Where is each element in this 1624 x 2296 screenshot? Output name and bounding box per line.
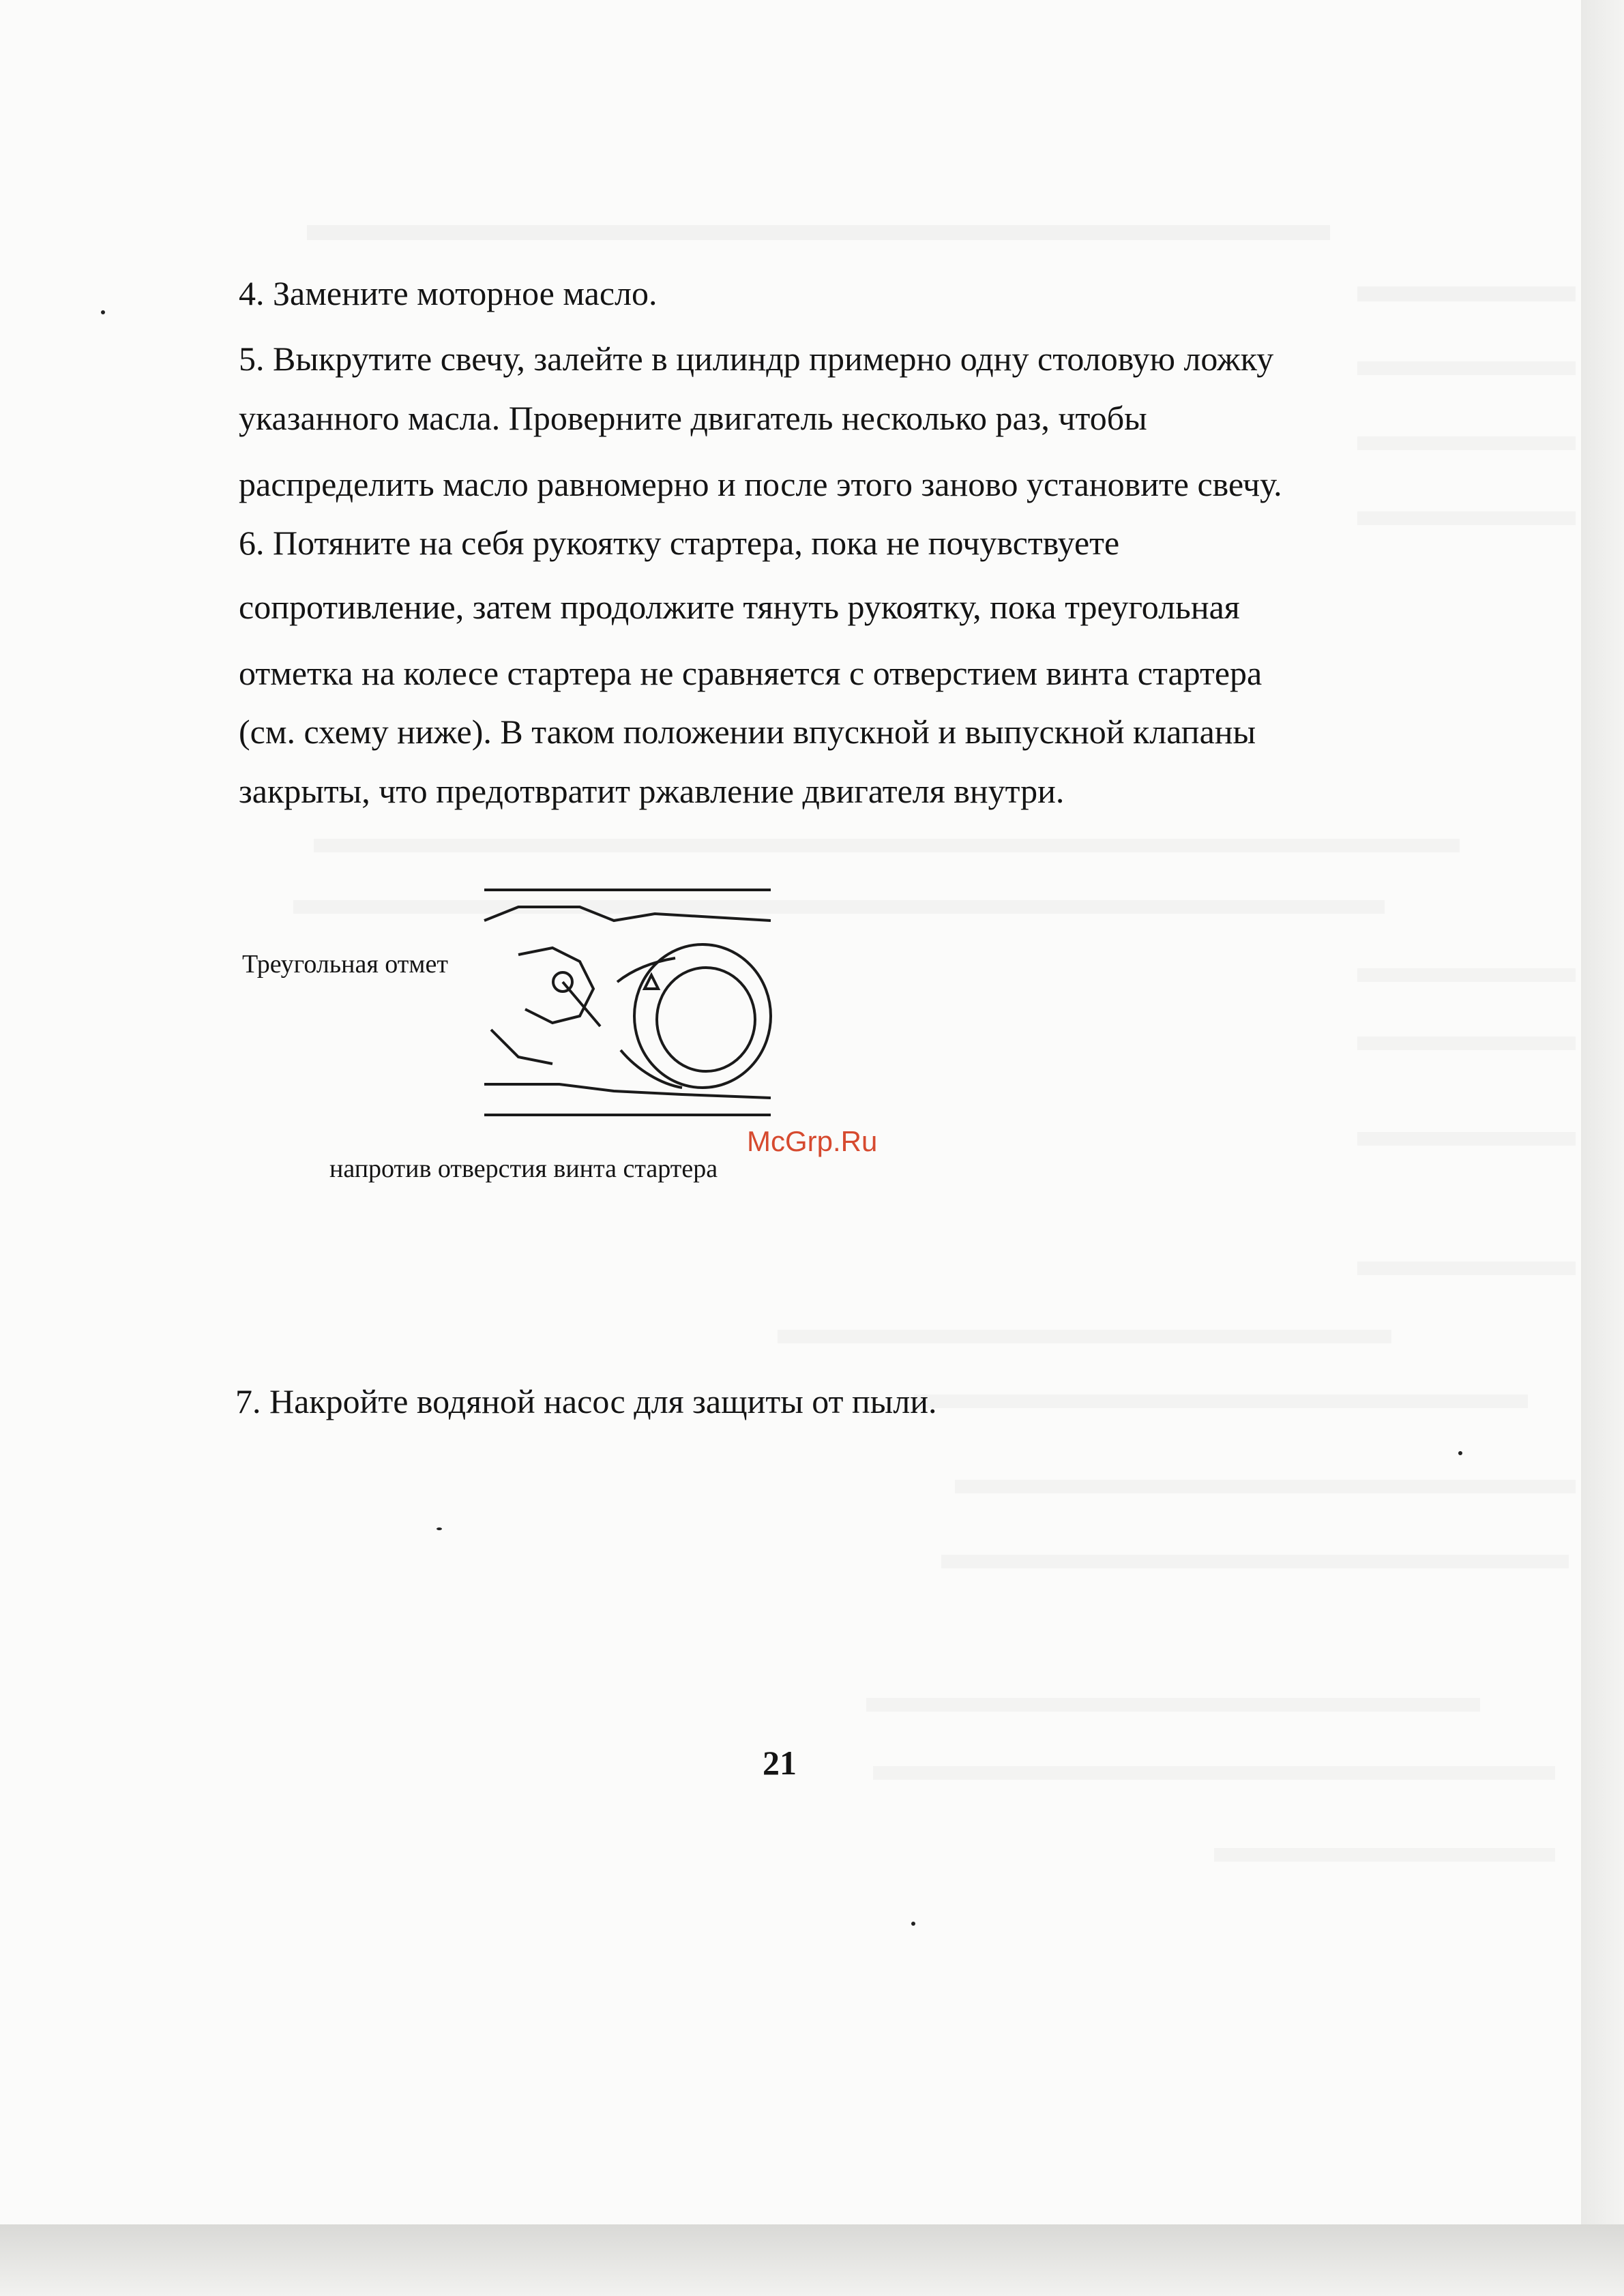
page-edge-shadow xyxy=(1581,0,1624,2296)
watermark: McGrp.Ru xyxy=(747,1125,878,1157)
figure-caption-bottom: напротив отверстия винта стартера xyxy=(329,1154,718,1183)
scan-speck xyxy=(101,310,105,314)
paragraph-line: 4. Замените моторное масло. xyxy=(239,274,658,312)
figure-caption-left: Треугольная отмет xyxy=(242,950,448,979)
scan-speck xyxy=(1458,1451,1462,1455)
paragraph-line: 5. Выкрутите свечу, залейте в цилиндр примерно одну столовую ложку xyxy=(239,340,1274,378)
paragraph-line: сопротивление, затем продолжите тянуть рукоятку, пока треугольная xyxy=(239,588,1240,626)
paragraph-line: закрыты, что предотвратит ржавление двигателя внутри. xyxy=(239,772,1065,810)
scan-speck xyxy=(437,1527,442,1530)
paragraph-line: 6. Потяните на себя рукоятку стартера, пока не почувствуете xyxy=(239,524,1120,562)
paragraph-line: указанного масла. Проверните двигатель несколько раз, чтобы xyxy=(239,399,1147,437)
page-number: 21 xyxy=(763,1744,797,1782)
paragraph-line: распределить масло равномерно и после этого заново установите свечу. xyxy=(239,465,1282,503)
paragraph-line: (см. схему ниже). В таком положении впускной и выпускной клапаны xyxy=(239,713,1256,751)
scan-speck xyxy=(911,1922,915,1926)
page-bottom-shadow xyxy=(0,2224,1624,2296)
paragraph-line: 7. Накройте водяной насос для защиты от пыли. xyxy=(235,1382,937,1420)
starter-diagram xyxy=(477,880,778,1125)
paragraph-line: отметка на колесе стартера не сравняется с отверстием винта стартера xyxy=(239,654,1263,692)
